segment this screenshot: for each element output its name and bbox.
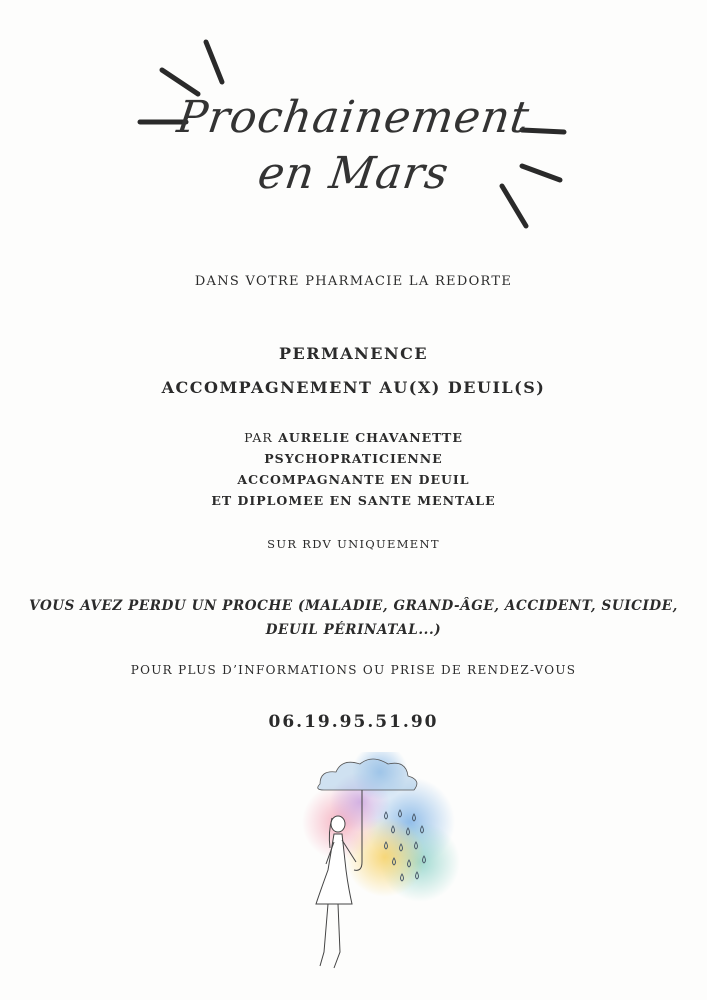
practitioner-name [0,430,707,445]
headline-line-2: en Mars [254,148,453,199]
headline-block [0,0,707,240]
headline-line-1: Prochainement [174,92,533,143]
service-title-1: PERMANENCE [278,344,429,363]
practitioner-title-3: ET DIPLOMEE EN SANTE MENTALE [211,493,496,508]
appointment-note: SUR RDV UNIQUEMENT [267,537,440,551]
service-title-2: ACCOMPAGNEMENT AU(X) DEUIL(S) [161,378,546,397]
question-line-2: DEUIL PÉRINATAL...) [265,622,442,638]
question-line-1: VOUS AVEZ PERDU UN PROCHE (MALADIE, GRAND-ÂGE, ACCIDENT, SUICIDE, [29,598,678,614]
girl-with-rain-cloud-umbrella-icon [290,752,460,982]
info-text: POUR PLUS D’INFORMATIONS OU PRISE DE RENDEZ-VOUS [130,663,577,677]
practitioner-title-2: ACCOMPAGNANTE EN DEUIL [237,472,470,487]
practitioner-title-1: PSYCHOPRATICIENNE [264,451,443,466]
pharmacy-subtitle: DANS VOTRE PHARMACIE LA REDORTE [194,274,513,289]
phone-number: 06.19.95.51.90 [268,712,439,732]
practitioner-name-text: AURELIE CHAVANETTE [278,430,463,445]
by-label: PAR [244,430,273,445]
